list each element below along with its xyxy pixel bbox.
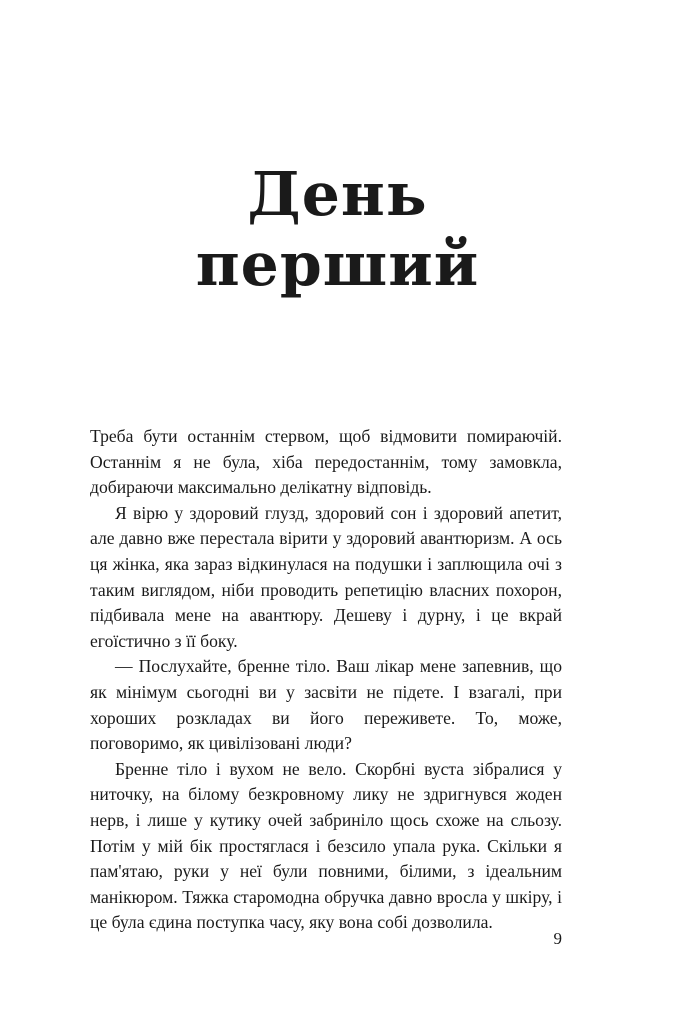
paragraph-4: Бренне тіло і вухом не вело. Скорбні вуста зібралися у ниточку, на білому безкровному лику не здригнувся жоден нерв, і лише у кутику очей забриніло щось схоже на сльозу. Потім у мій бік простяглася і безсило упала рука. Скільки я пам'ятаю, руки у неї були повними, білими, з ідеальним манікюром. Тяжка старомодна обручка давно вросла у шкіру, і це була єдина поступка часу, яку вона собі дозволила. bbox=[90, 758, 562, 933]
paragraph-1: Треба бути останнім стервом, щоб відмовити помираючій. Останнім я не була, хіба передостаннім, тому замовкла, добираючи максимально делікатну відповідь. bbox=[90, 426, 562, 498]
chapter-title-line-1: День bbox=[247, 160, 428, 230]
chapter-title bbox=[0, 160, 675, 300]
chapter-body bbox=[90, 424, 562, 936]
chapter-title-line-2: перший bbox=[195, 230, 480, 300]
paragraph-2: Я вірю у здоровий глузд, здоровий сон і здоровий апетит, але давно вже перестала вірити у здоровий авантюризм. А ось ця жінка, яка зараз відкинулася на подушки і заплющила очі з таким виглядом, ніби проводить репетицію власних похорон, підбивала мене на авантюру. Дешеву і дурну, і це вкрай егоїстично з її боку. bbox=[90, 502, 562, 651]
page-number: 9 bbox=[553, 929, 562, 948]
paragraph-3: — Послухайте, бренне тіло. Ваш лікар мене запевнив, що як мінімум сьогодні ви у засвіти не підете. І взагалі, при хороших розкладах ви його переживете. То, може, поговоримо, як цивілізовані люди? bbox=[90, 656, 562, 754]
